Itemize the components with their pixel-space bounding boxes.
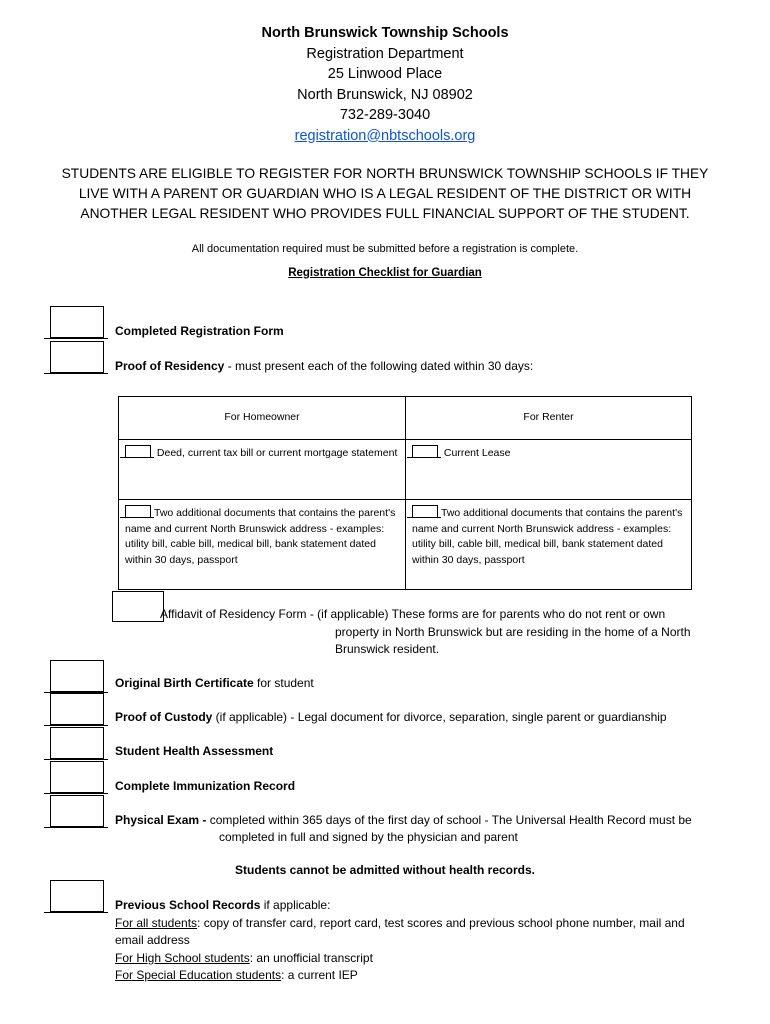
email-link[interactable]: registration@nbtschools.org xyxy=(294,127,476,144)
health-records-warning: Students cannot be admitted without health records. xyxy=(234,863,536,877)
school-records-block xyxy=(115,897,685,985)
special-ed-line: For Special Education students: a current IEP xyxy=(115,968,358,983)
letterhead xyxy=(0,23,770,146)
renter-docs-checkbox[interactable] xyxy=(412,505,438,518)
birth-certificate-checkbox[interactable] xyxy=(50,660,104,692)
physical-exam-checkbox[interactable] xyxy=(50,795,104,827)
checkbox-underline xyxy=(44,912,108,913)
school-records-label: Previous School Records if applicable: xyxy=(115,898,331,912)
lease-checkbox[interactable] xyxy=(412,445,438,458)
immunization-label: Complete Immunization Record xyxy=(115,779,296,793)
checkbox-underline xyxy=(44,725,108,726)
school-records-checkbox[interactable] xyxy=(50,880,104,912)
checkbox-underline xyxy=(44,759,108,760)
birth-certificate-label: Original Birth Certificate for student xyxy=(115,676,314,690)
affidavit-line-2: property in North Brunswick but are residing in the home of a North xyxy=(335,625,691,639)
documentation-note: All documentation required must be submitted before a registration is complete. xyxy=(191,243,579,255)
homeowner-cell-deed: Deed, current tax bill or current mortgage statement xyxy=(119,440,406,500)
affidavit-line-1: Affidavit of Residency Form - (if applicable) These forms are for parents who do not rent or own xyxy=(160,607,666,621)
renter-cell-documents: Two additional documents that contains the parent's name and current North Brunswick address - examples: utility bill, cable bill, medical bill, bank statement dated within 30 days, passport xyxy=(406,500,692,590)
all-students-line-2: email address xyxy=(115,933,190,948)
high-school-line: For High School students: an unofficial transcript xyxy=(115,950,373,965)
checkbox-underline xyxy=(44,827,108,828)
eligibility-statement: STUDENTS ARE ELIGIBLE TO REGISTER FOR NORTH BRUNSWICK TOWNSHIP SCHOOLS IF THEY LIVE WITH A PARENT OR GUARDIAN WHO IS A LEGAL RESIDENT OF THE DISTRICT OR WITH ANOTHER LEGAL RESIDENT WHO PROVIDES FULL FINANCIAL SUPPORT OF THE STUDENT. xyxy=(61,166,709,221)
residency-checkbox[interactable] xyxy=(50,341,104,373)
deed-checkbox[interactable] xyxy=(125,445,151,458)
residency-label: Proof of Residency - must present each of the following dated within 30 days: xyxy=(115,359,534,373)
checklist-title: Registration Checklist for Guardian xyxy=(288,267,482,279)
custody-checkbox[interactable] xyxy=(50,693,104,725)
physical-exam-label: Physical Exam - completed within 365 days of the first day of school - The Universal Health Record must be xyxy=(115,813,692,827)
immunization-checkbox[interactable] xyxy=(50,761,104,793)
physical-exam-line-2: completed in full and signed by the physician and parent xyxy=(219,830,518,844)
homeowner-cell-documents: Two additional documents that contains the parent's name and current North Brunswick address - examples: utility bill, cable bill, medical bill, bank statement dated within 30 days, passport xyxy=(119,500,406,590)
homeowner-header: For Homeowner xyxy=(119,397,406,440)
registration-form-label: Completed Registration Form xyxy=(115,324,284,338)
custody-label: Proof of Custody (if applicable) - Legal document for divorce, separation, single parent or guardianship xyxy=(115,710,667,724)
affidavit-line-3: Brunswick resident. xyxy=(335,642,440,656)
checkbox-underline xyxy=(44,373,108,374)
residency-table xyxy=(118,396,692,590)
registration-form-checkbox[interactable] xyxy=(50,306,104,338)
homeowner-docs-checkbox[interactable] xyxy=(125,505,151,518)
department-name: Registration Department xyxy=(306,45,464,62)
renter-cell-lease: Current Lease xyxy=(406,440,692,500)
affidavit-checkbox[interactable] xyxy=(112,591,164,622)
district-name: North Brunswick Township Schools xyxy=(261,25,509,41)
health-assessment-label: Student Health Assessment xyxy=(115,744,274,758)
checkbox-underline xyxy=(44,793,108,794)
checkbox-underline xyxy=(44,338,108,339)
phone-number: 732-289-3040 xyxy=(339,107,431,123)
street-address: 25 Linwood Place xyxy=(327,66,443,82)
all-students-line: For all students: copy of transfer card, report card, test scores and previous school phone number, mail and xyxy=(115,915,685,930)
city-address: North Brunswick, NJ 08902 xyxy=(297,86,473,103)
renter-header: For Renter xyxy=(406,397,692,440)
health-assessment-checkbox[interactable] xyxy=(50,727,104,759)
